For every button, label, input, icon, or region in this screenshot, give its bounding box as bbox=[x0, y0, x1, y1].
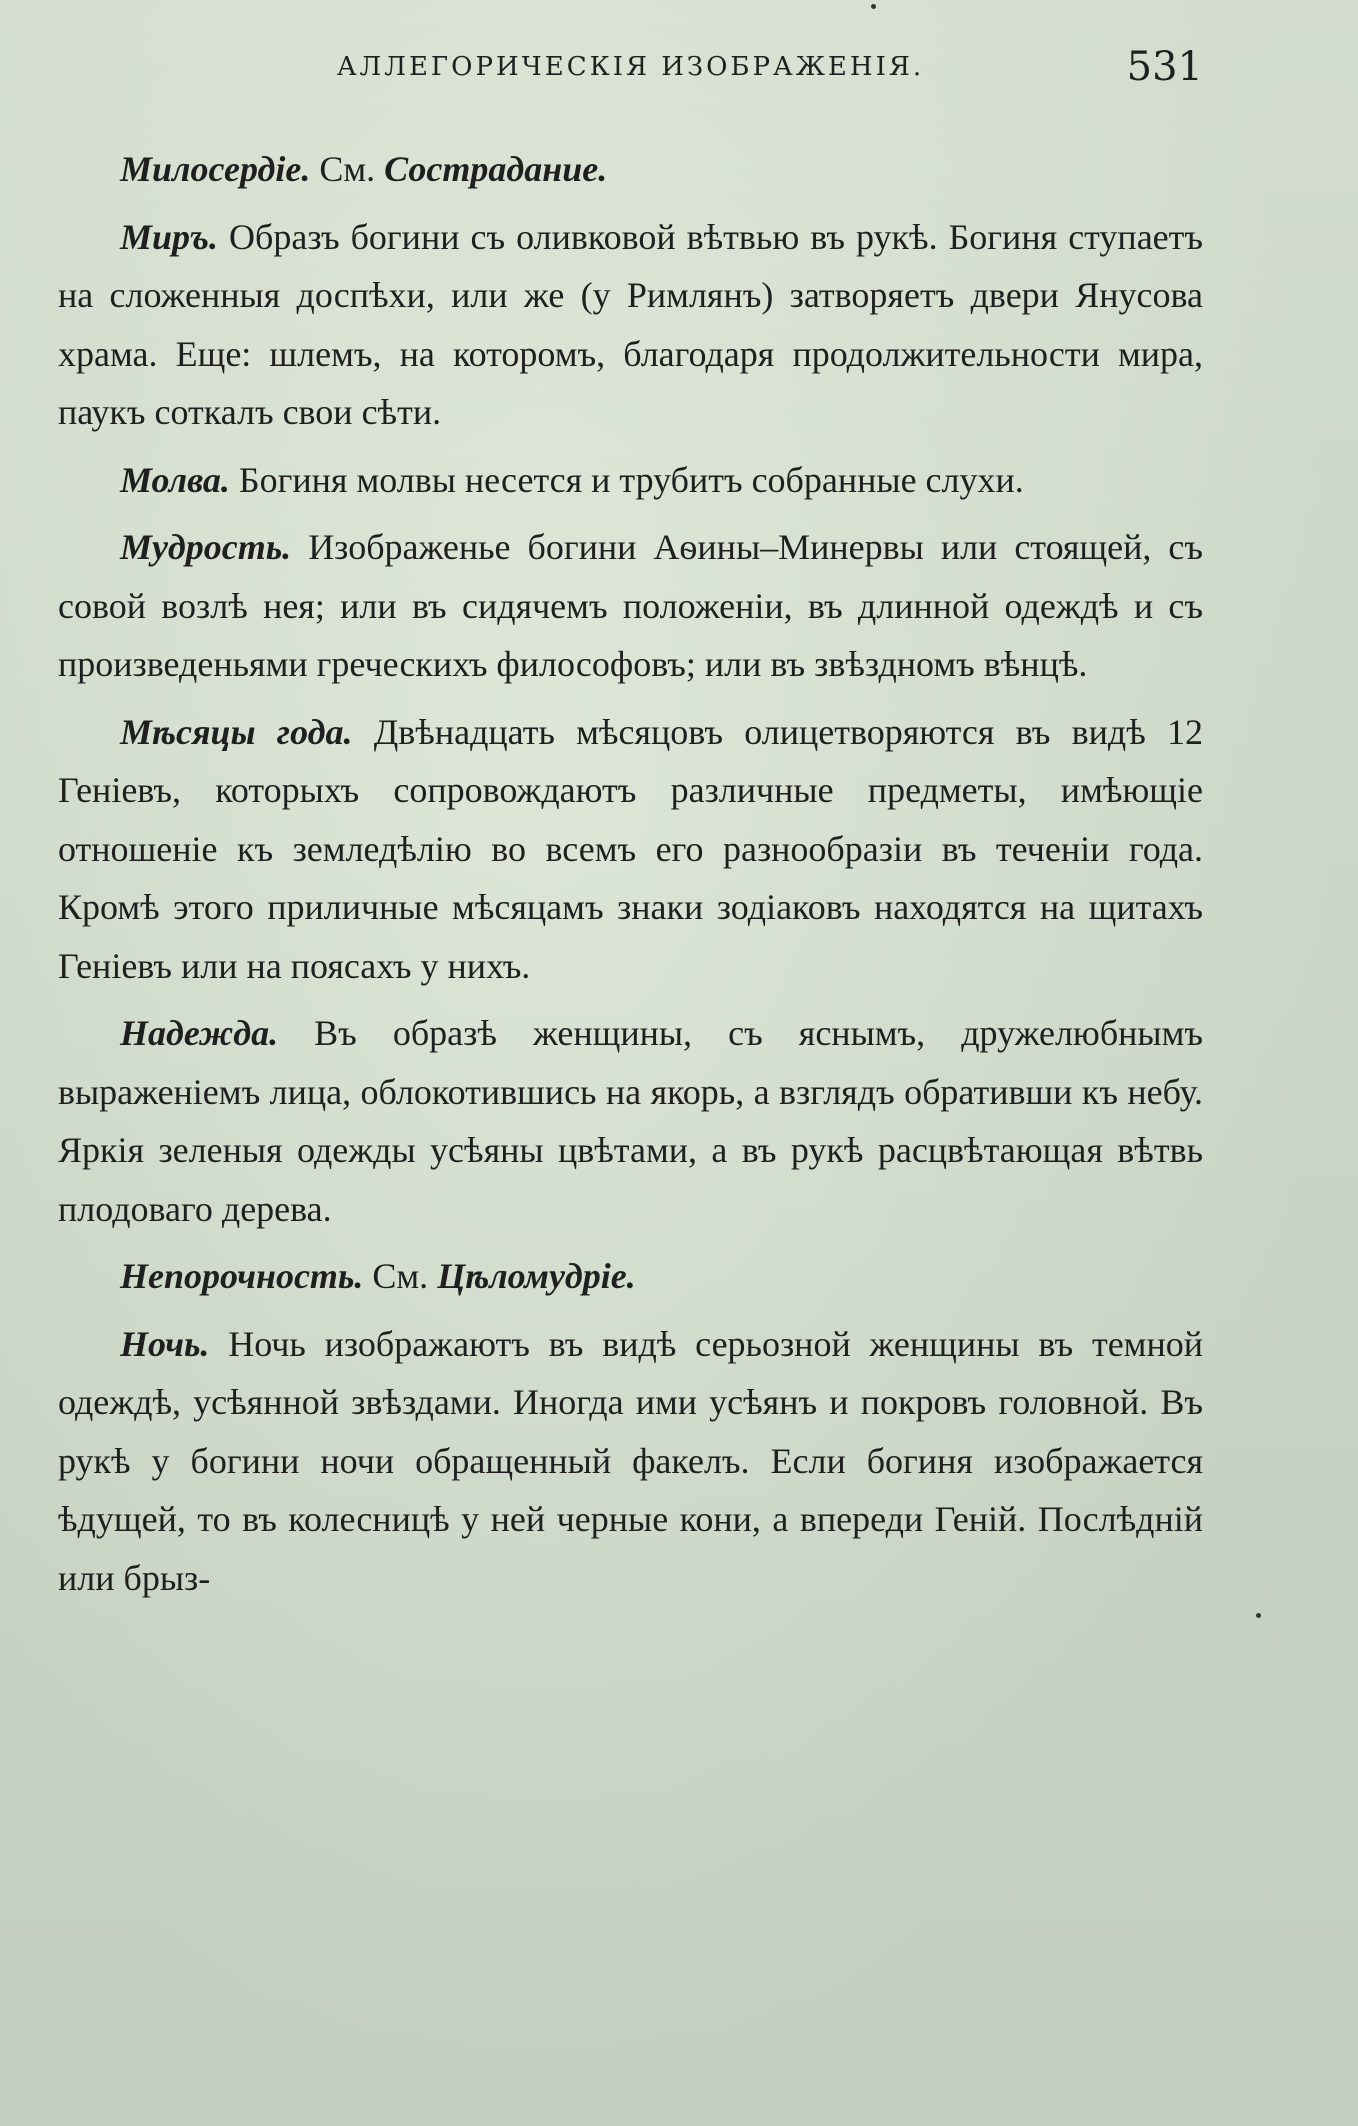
entry-term: Мѣсяцы года. bbox=[120, 711, 353, 752]
entry-term: Милосердіе. bbox=[120, 149, 311, 189]
entry-text: См. bbox=[363, 1256, 438, 1296]
entry-term: Ночь. bbox=[120, 1323, 210, 1364]
entry-term: Непорочность. bbox=[120, 1256, 364, 1296]
entry-noch bbox=[58, 1315, 1203, 1608]
entry-text: Въ образѣ женщины, съ яснымъ, дружелюбнымъ выраженіемъ лица, облокотившись на якорь, а взглядъ обративши къ небу. Яркія зеленыя одежды усѣяны цвѣтами, а въ рукѣ расцвѣтающая вѣтвь плодоваго дерева. bbox=[58, 1013, 1203, 1229]
page-header bbox=[58, 44, 1203, 94]
entry-term: Мудрость. bbox=[120, 527, 292, 567]
entry-text: Двѣнадцать мѣсяцовъ олицетворяются въ видѣ 12 Геніевъ, которыхъ сопровождаютъ различные предметы, имѣющіе отношеніе къ земледѣлію во всемъ его разнообразіи въ теченіи года. Кромѣ этого приличные мѣсяцамъ знаки зодіаковъ находятся на щитахъ Геніевъ или на поясахъ у нихъ. bbox=[58, 711, 1203, 986]
entry-text: См. bbox=[310, 149, 385, 189]
entry-neporochnost bbox=[58, 1247, 1203, 1306]
body-text bbox=[58, 140, 1203, 1616]
entry-cross-reference: Сострадание. bbox=[384, 149, 608, 189]
entry-molva bbox=[58, 451, 1203, 510]
entry-mesyatsy-goda bbox=[58, 703, 1203, 996]
entry-term: Миръ. bbox=[120, 216, 218, 257]
entry-cross-reference: Цѣломудріе. bbox=[437, 1256, 636, 1296]
entry-text: Изображенье богини Аѳины–Минервы или стоящей, съ совой возлѣ нея; или въ сидячемъ положеніи, въ длинной одеждѣ и съ произведеньями греческихъ философовъ; или въ звѣздномъ вѣнцѣ. bbox=[58, 527, 1203, 684]
running-head: АЛЛЕГОРИЧЕСКІЯ ИЗОБРАЖЕНІЯ. bbox=[336, 52, 925, 82]
entry-text: Образъ богини съ оливковой вѣтвью въ рукѣ. Богиня ступаетъ на сложенныя доспѣхи, или же (у Римлянъ) затворяетъ двери Янусова храма. Еще: шлемъ, на которомъ, благодаря продолжительности мира, паукъ соткалъ свои сѣти. bbox=[58, 216, 1203, 432]
entry-term: Молва. bbox=[120, 459, 230, 500]
entry-mudrost bbox=[58, 518, 1203, 694]
entry-mir bbox=[58, 208, 1203, 442]
ink-speck bbox=[1256, 1613, 1261, 1618]
entry-text: Богиня молвы несется и трубитъ собранные слухи. bbox=[229, 459, 1024, 500]
entry-nadezhda bbox=[58, 1004, 1203, 1238]
page-number: 531 bbox=[1126, 44, 1203, 90]
entry-miloserdie bbox=[58, 140, 1203, 199]
entry-text: Ночь изображаютъ въ видѣ серьозной женщины въ темной одеждѣ, усѣянной звѣздами. Иногда ими усѣянъ и покровъ головной. Въ рукѣ у богини ночи обращенный факелъ. Если богиня изображается ѣдущей, то въ колесницѣ у ней черные кони, а впереди Геній. Послѣдній или брыз- bbox=[58, 1323, 1203, 1598]
ink-speck bbox=[871, 4, 876, 9]
entry-term: Надежда. bbox=[120, 1013, 279, 1053]
